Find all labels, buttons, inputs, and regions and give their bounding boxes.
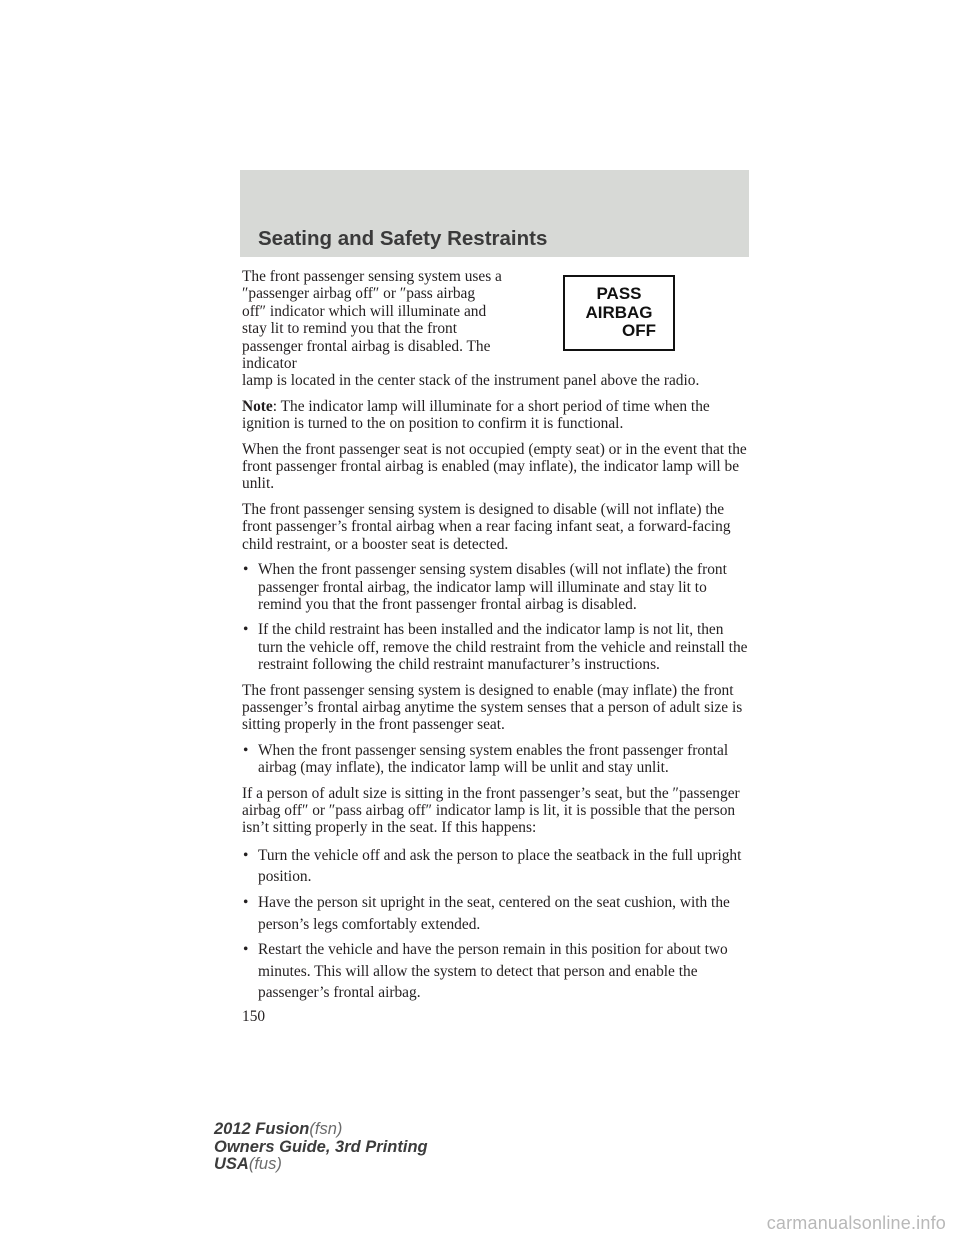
indicator-line-airbag: AIRBAG (585, 302, 653, 322)
list-item (242, 742, 750, 777)
section-title: Seating and Safety Restraints (258, 227, 548, 250)
bullet-text: When the front passenger sensing system enables the front passenger frontal airbag (may inflate), the indicator lamp will be unlit and stay unlit. (258, 741, 729, 777)
page-number: 150 (242, 1007, 266, 1025)
document-footer (214, 1121, 428, 1174)
paragraph-enable: The front passenger sensing system is designed to enable (may inflate) the front passenger’s frontal airbag anytime the system senses that a person of adult size is sitting properly in the front passenger seat. (242, 681, 743, 734)
bullet-symbol: • (243, 846, 249, 864)
footer-printing: Owners Guide, 3rd Printing (214, 1137, 428, 1156)
watermark: carmanualsonline.info (766, 1213, 946, 1233)
intro-text-wrapped: The front passenger sensing system uses a ″passenger airbag off″ or ″pass airbag off″ indicator which will illuminate and stay lit to remind you that the front passenger frontal airbag is disabled. The indicator (242, 268, 502, 373)
bullet-symbol: • (243, 893, 249, 911)
paragraph-unoccupied: When the front passenger seat is not occupied (empty seat) or in the event that the front passenger frontal airbag is enabled (may inflate), the indicator lamp will be unlit. (242, 440, 747, 493)
bullet-symbol: • (243, 561, 249, 579)
list-item (242, 561, 750, 613)
paragraph-adult-lit: If a person of adult size is sitting in the front passenger’s seat, but the ″passenger airbag off″ or ″pass airbag off″ indicator lamp is lit, it is possible that the person isn’t sitting properly in the seat. If this happens: (242, 784, 740, 837)
page-content (242, 268, 750, 1025)
list-item (242, 845, 750, 888)
list-item (242, 892, 750, 935)
indicator-line-off: OFF (622, 321, 656, 341)
paragraph-disable: The front passenger sensing system is designed to disable (will not inflate) the front passenger’s frontal airbag when a rear facing infant seat, a forward-facing child restraint, or a booster seat is detected. (242, 500, 731, 553)
footer-region: USA (214, 1155, 249, 1173)
footer-line-model (214, 1121, 428, 1139)
note-text: : The indicator lamp will illuminate for a short period of time when the ignition is turned to the on position to confirm it is functional. (242, 397, 710, 433)
intro-block (242, 268, 750, 390)
intro-text-continued: lamp is located in the center stack of the instrument panel above the radio. (242, 372, 700, 390)
footer-model: 2012 Fusion (214, 1120, 310, 1138)
bullet-text: When the front passenger sensing system disables (will not inflate) the front passenger frontal airbag, the indicator lamp will illuminate and stay lit to remind you that the front passenger frontal airbag is disabled. (258, 561, 727, 613)
bullet-text: Restart the vehicle and have the person remain in this position for about two minutes. This will allow the system to detect that person and enable the passenger’s frontal airbag. (258, 941, 728, 1002)
footer-region-code: (fus) (248, 1155, 282, 1173)
note-paragraph (242, 398, 750, 433)
list-item (242, 939, 750, 1004)
section-header-band (240, 170, 749, 257)
indicator-line-pass: PASS (596, 284, 642, 304)
note-label: Note (242, 397, 273, 415)
footer-line-region (214, 1156, 428, 1174)
bullet-text: Turn the vehicle off and ask the person to place the seatback in the full upright position. (258, 846, 742, 886)
list-item (242, 621, 750, 673)
bullet-text: Have the person sit upright in the seat, centered on the seat cushion, with the person’s legs comfortably extended. (258, 893, 730, 933)
bullet-symbol: • (243, 941, 249, 959)
footer-model-code: (fsn) (309, 1120, 343, 1138)
bullet-symbol: • (243, 741, 249, 759)
pass-airbag-off-indicator-icon (563, 275, 675, 351)
bullet-symbol: • (243, 621, 249, 639)
bullet-text: If the child restraint has been installed and the indicator lamp is not lit, then turn the vehicle off, remove the child restraint from the vehicle and reinstall the restraint following the child restraint manufacturer’s instructions. (258, 621, 748, 674)
